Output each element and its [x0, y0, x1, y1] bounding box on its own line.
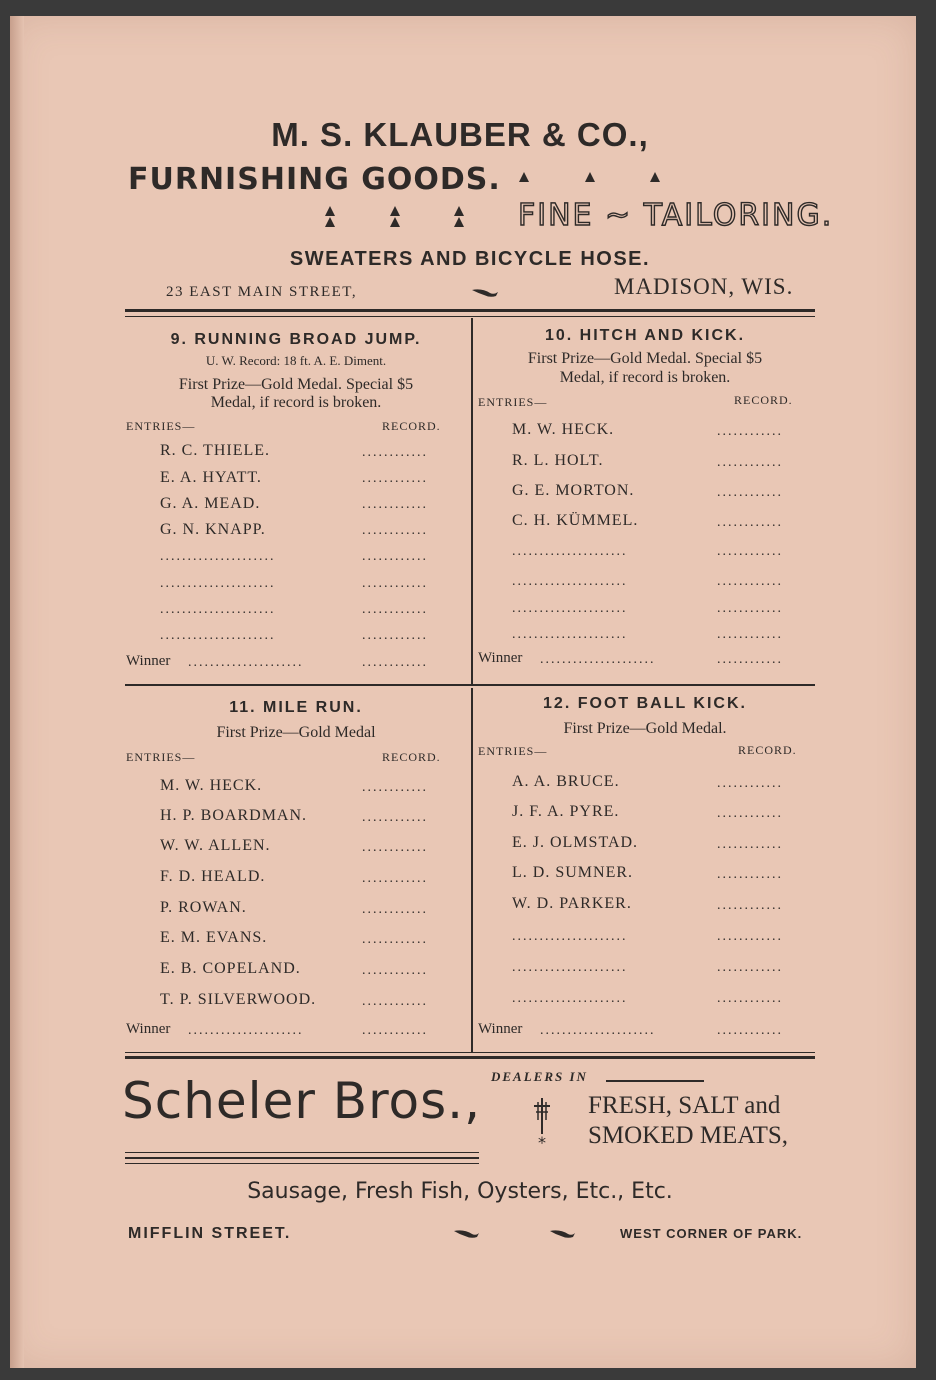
- entry-name: W. D. PARKER.: [512, 895, 632, 912]
- blank-entry-dots: .....................: [512, 544, 628, 559]
- record-dots: ............: [717, 1023, 783, 1038]
- blank-entry-dots: .....................: [160, 576, 276, 591]
- record-dots: ............: [717, 515, 783, 530]
- entry-name: A. A. BRUCE.: [512, 773, 620, 790]
- entry-name: L. D. SUMNER.: [512, 864, 634, 881]
- divider: [125, 316, 815, 317]
- winner-dots: .....................: [540, 1023, 656, 1038]
- winner-dots: .....................: [540, 652, 656, 667]
- products-line: Sausage, Fresh Fish, Oysters, Etc., Etc.: [247, 1179, 673, 1204]
- triangle-ornament-icon: [390, 217, 400, 227]
- fresh-salt-line: FRESH, SALT and: [588, 1092, 781, 1119]
- record-dots: ............: [717, 776, 783, 791]
- svg-text:*: *: [538, 1133, 546, 1150]
- flourish-icon: [470, 286, 500, 298]
- west-corner: WEST CORNER OF PARK.: [620, 1226, 803, 1241]
- divider: [125, 1152, 479, 1153]
- flourish-icon: [548, 1227, 576, 1239]
- scheler-bros-name: Scheler Bros.,: [122, 1072, 481, 1130]
- entry-name: R. L. HOLT.: [512, 452, 604, 469]
- record-label: RECORD.: [382, 419, 441, 433]
- divider: [125, 1052, 815, 1053]
- triangle-ornament-icon: [650, 172, 660, 182]
- column-divider: [471, 688, 473, 1052]
- record-dots: ............: [362, 445, 428, 460]
- entry-name: P. ROWAN.: [160, 899, 247, 916]
- event-title: 9. RUNNING BROAD JUMP.: [170, 331, 422, 348]
- triangle-ornament-icon: [325, 217, 335, 227]
- record-dots: ............: [717, 837, 783, 852]
- event-title: 11. MILE RUN.: [229, 699, 363, 716]
- record-dots: ............: [717, 898, 783, 913]
- city-name: MADISON, WIS.: [614, 274, 794, 299]
- record-dots: ............: [362, 471, 428, 486]
- event-title: 12. FOOT BALL KICK.: [543, 695, 747, 712]
- blank-entry-dots: .....................: [512, 991, 628, 1006]
- record-dots: ............: [717, 867, 783, 882]
- winner-dots: .....................: [188, 655, 304, 670]
- divider: [606, 1080, 704, 1082]
- blank-entry-dots: .....................: [160, 628, 276, 643]
- record-dots: ............: [362, 963, 428, 978]
- record-dots: ............: [362, 840, 428, 855]
- record-dots: ............: [362, 1023, 428, 1038]
- record-dots: ............: [717, 991, 783, 1006]
- record-label: RECORD.: [738, 743, 797, 757]
- entry-name: G. E. MORTON.: [512, 482, 635, 499]
- record-dots: ............: [717, 574, 783, 589]
- record-dots: ............: [362, 902, 428, 917]
- entry-name: T. P. SILVERWOOD.: [160, 991, 317, 1008]
- entry-name: E. J. OLMSTAD.: [512, 834, 639, 851]
- record-dots: ............: [362, 871, 428, 886]
- prize-line: First Prize—Gold Medal. Special $5: [527, 350, 763, 367]
- record-dots: ............: [717, 806, 783, 821]
- record-dots: ............: [362, 655, 428, 670]
- blank-entry-dots: .....................: [160, 549, 276, 564]
- winner-label: Winner: [126, 1021, 171, 1037]
- record-dots: ............: [362, 994, 428, 1009]
- entry-name: E. A. HYATT.: [160, 469, 262, 486]
- record-dots: ............: [717, 485, 783, 500]
- entries-label: ENTRIES—: [478, 744, 548, 758]
- winner-label: Winner: [478, 1021, 523, 1037]
- entry-name: M. W. HECK.: [160, 777, 263, 794]
- entry-name: M. W. HECK.: [512, 421, 615, 438]
- record-label: RECORD.: [382, 750, 441, 764]
- triangle-ornament-icon: [325, 206, 335, 216]
- triangle-ornament-icon: [585, 172, 595, 182]
- fine-tailoring: FINE ~ TAILORING.: [518, 198, 834, 233]
- entry-name: W. W. ALLEN.: [160, 837, 271, 854]
- blank-entry-dots: .....................: [512, 574, 628, 589]
- entry-name: F. D. HEALD.: [160, 868, 266, 885]
- entry-name: R. C. THIELE.: [160, 442, 271, 459]
- record-dots: ............: [717, 929, 783, 944]
- sweaters-line: SWEATERS AND BICYCLE HOSE.: [289, 248, 651, 270]
- flourish-icon: [452, 1227, 480, 1239]
- prize-line: First Prize—Gold Medal: [216, 724, 376, 741]
- record-note: U. W. Record: 18 ft. A. E. Diment.: [205, 353, 387, 368]
- dealers-in: DEALERS IN: [491, 1069, 588, 1084]
- record-dots: ............: [362, 497, 428, 512]
- column-divider: [471, 318, 473, 684]
- record-dots: ............: [362, 576, 428, 591]
- entry-name: E. B. COPELAND.: [160, 960, 301, 977]
- blank-entry-dots: .....................: [512, 929, 628, 944]
- triangle-ornament-icon: [454, 206, 464, 216]
- winner-label: Winner: [478, 650, 523, 666]
- winner-label: Winner: [126, 653, 171, 669]
- mifflin-street: MIFFLIN STREET.: [128, 1225, 292, 1242]
- row-divider: [125, 684, 815, 686]
- record-dots: ............: [362, 628, 428, 643]
- street-address: 23 EAST MAIN STREET,: [166, 284, 358, 300]
- prize-line: Medal, if record is broken.: [210, 394, 382, 411]
- prize-line: Medal, if record is broken.: [559, 369, 731, 386]
- blank-entry-dots: .....................: [512, 960, 628, 975]
- entry-name: C. H. KÜMMEL.: [512, 512, 639, 529]
- divider: [125, 309, 815, 312]
- ornament-icon: [530, 1098, 554, 1150]
- record-dots: ............: [362, 932, 428, 947]
- triangle-ornament-icon: [519, 172, 529, 182]
- record-label: RECORD.: [734, 393, 793, 407]
- triangle-ornament-icon: [390, 206, 400, 216]
- entry-name: J. F. A. PYRE.: [512, 803, 620, 820]
- record-dots: ............: [362, 810, 428, 825]
- entry-name: G. A. MEAD.: [160, 495, 261, 512]
- entries-label: ENTRIES—: [478, 395, 548, 409]
- record-dots: ............: [362, 602, 428, 617]
- entries-label: ENTRIES—: [126, 419, 196, 433]
- record-dots: ............: [717, 544, 783, 559]
- divider: [125, 1157, 479, 1159]
- winner-dots: .....................: [188, 1023, 304, 1038]
- record-dots: ............: [717, 424, 783, 439]
- divider: [125, 1163, 479, 1164]
- record-dots: ............: [362, 549, 428, 564]
- event-title: 10. HITCH AND KICK.: [544, 327, 746, 344]
- blank-entry-dots: .....................: [160, 602, 276, 617]
- page-spine: [10, 16, 24, 1368]
- record-dots: ............: [717, 652, 783, 667]
- entry-name: H. P. BOARDMAN.: [160, 807, 308, 824]
- smoked-meats-line: SMOKED MEATS,: [588, 1122, 789, 1149]
- blank-entry-dots: .....................: [512, 601, 628, 616]
- divider: [125, 1056, 815, 1059]
- record-dots: ............: [362, 523, 428, 538]
- entry-name: E. M. EVANS.: [160, 929, 268, 946]
- prize-line: First Prize—Gold Medal. Special $5: [178, 376, 414, 393]
- company-name: M. S. KLAUBER & CO.,: [271, 116, 649, 153]
- furnishing-goods: FURNISHING GOODS.: [128, 162, 501, 197]
- record-dots: ............: [717, 627, 783, 642]
- entries-label: ENTRIES—: [126, 750, 196, 764]
- triangle-ornament-icon: [454, 217, 464, 227]
- record-dots: ............: [717, 601, 783, 616]
- blank-entry-dots: .....................: [512, 627, 628, 642]
- record-dots: ............: [717, 960, 783, 975]
- entry-name: G. N. KNAPP.: [160, 521, 266, 538]
- record-dots: ............: [362, 780, 428, 795]
- prize-line: First Prize—Gold Medal.: [563, 720, 727, 737]
- record-dots: ............: [717, 455, 783, 470]
